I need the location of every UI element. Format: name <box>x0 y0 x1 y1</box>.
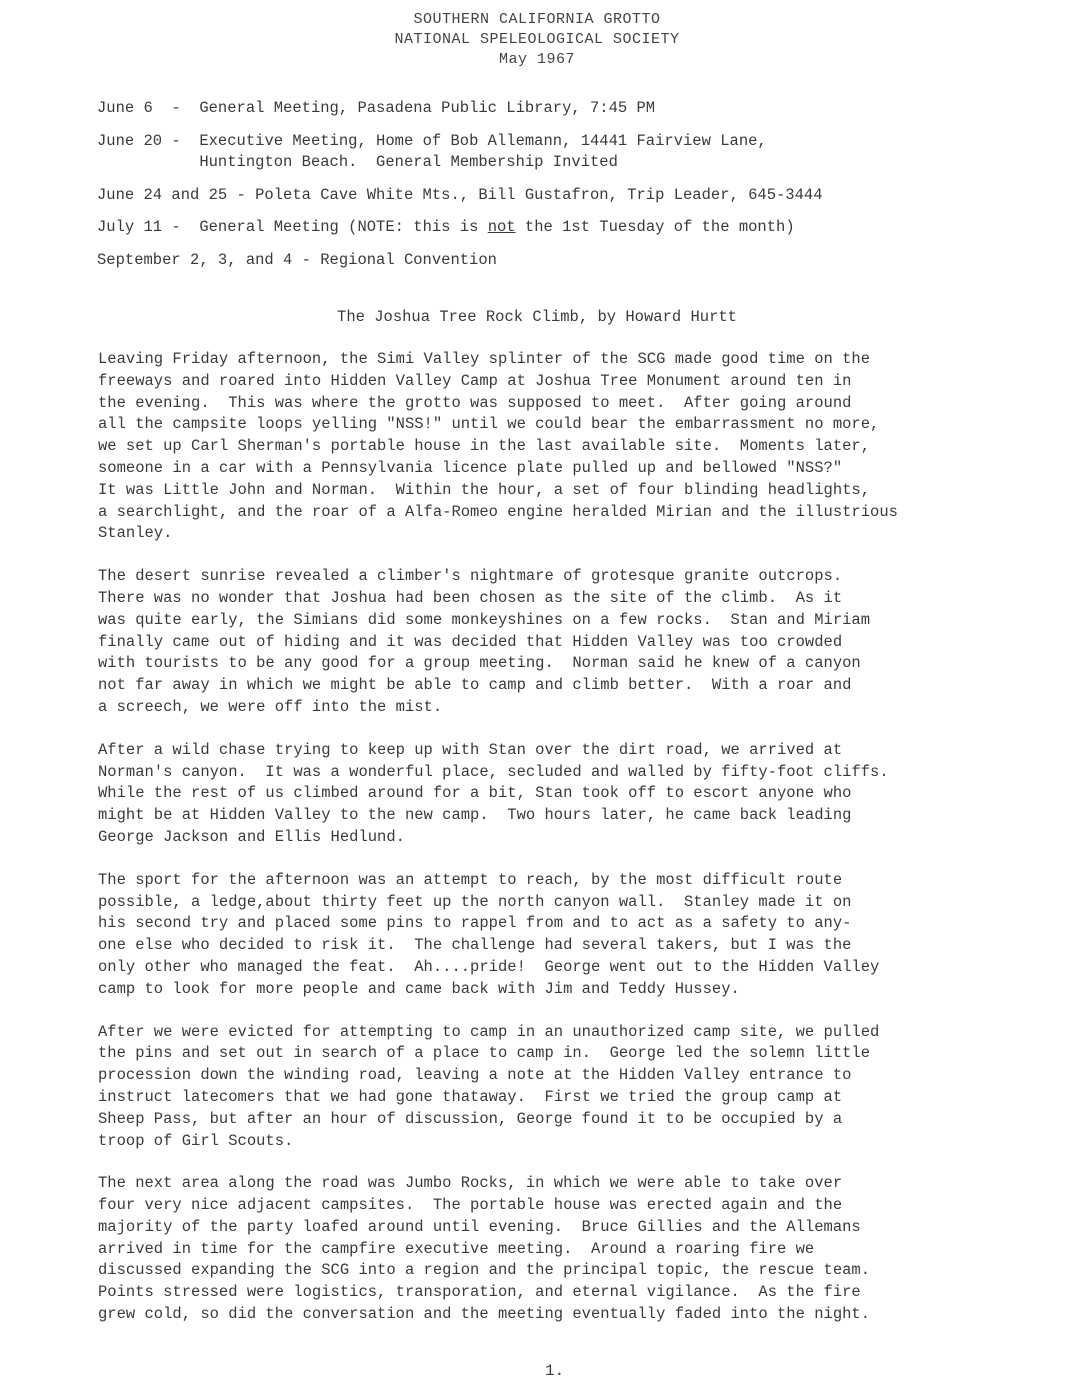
paragraph: After a wild chase trying to keep up with Stan over the dirt road, we arrived at Norman's canyon. It was a wonderful place, secluded and walled by fifty-foot cliffs. While the rest of us climbed around for a bit, Stan took off to escort anyone who might be at Hidden Valley to the new camp. Two hours later, he came back leading George Jackson and Ellis Hedlund. <box>98 740 889 846</box>
issue-date: May 1967 <box>498 51 575 68</box>
paragraph: After we were evicted for attempting to camp in an unauthorized camp site, we pulled the pins and set out in search of a place to camp in. George led the solemn little procession down the winding road, leaving a note at the Hidden Valley entrance to instruct latecomers that we had gone thataway. First we tried the group camp at Sheep Pass, but after an hour of discussion, George found it to be occupied by a troop of Girl Scouts. <box>98 1022 880 1150</box>
paragraph: The sport for the afternoon was an attempt to reach, by the most difficult route possible, a ledge,about thirty feet up the north canyon wall. Stanley made it on his second try and placed some pins to rappel from and to act as a safety to any- one else who decided to risk it. The challenge had several takers, but I was the only other who managed the feat. Ah....pride! George went out to the Hidden Valley camp to look for more people and came back with Jim and Teddy Hussey. <box>98 870 880 998</box>
schedule-text: June 24 and 25 - Poleta Cave White Mts., Bill Gustafron, Trip Leader, 645-3444 <box>97 185 823 204</box>
schedule-text-underlined: not <box>487 218 516 236</box>
schedule-text: Executive Meeting, Home of Bob Allemann, 14441 Fairview Lane, Huntington Beach. General Membership Invited <box>199 131 767 171</box>
schedule-item <box>97 217 1037 239</box>
paragraph: Leaving Friday afternoon, the Simi Valley splinter of the SCG made good time on the freeways and roared into Hidden Valley Camp at Joshua Tree Monument around ten in the evening. This was where the grotto was supposed to meet. After going around all the campsite loops yelling "NSS!" until we could bear the embarrassment no more, we set up Carl Sherman's portable house in the last available site. Moments later, someone in a car with a Pennsylvania licence plate pulled up and bellowed "NSS?" It was Little John and Norman. Within the hour, a set of four blinding headlights, a searchlight, and the roar of a Alfa-Romeo engine heralded Mirian and the illustrious Stanley. <box>98 350 898 543</box>
schedule-text: General Meeting, Pasadena Public Library, 7:45 PM <box>199 99 656 117</box>
schedule-text-after: the 1st Tuesday of the month) <box>515 218 795 236</box>
schedule-text: September 2, 3, and 4 - Regional Convention <box>97 250 497 269</box>
org-affiliation: NATIONAL SPELEOLOGICAL SOCIETY <box>394 31 680 48</box>
schedule-item <box>97 185 1037 207</box>
schedule-item <box>97 98 1037 120</box>
schedule-item <box>97 250 1037 272</box>
paragraph: The desert sunrise revealed a climber's nightmare of grotesque granite outcrops. There was no wonder that Joshua had been chosen as the site of the climb. As it was quite early, the Simians did some monkeyshines on a few rocks. Stan and Miriam finally came out of hiding and it was decided that Hidden Valley was too crowded with tourists to be any good for a group meeting. Norman said he knew of a canyon not far away in which we might be able to camp and climb better. With a roar and a screech, we were off into the mist. <box>98 567 871 716</box>
schedule-date: July 11 - <box>97 218 200 236</box>
schedule-text-before: General Meeting (NOTE: this is <box>199 218 488 236</box>
schedule-date: June 6 - <box>97 99 200 117</box>
paragraph: The next area along the road was Jumbo Rocks, in which we were able to take over four very nice adjacent campsites. The portable house was erected again and the majority of the party loafed around until evening. Bruce Gillies and the Allemans arrived in time for the campfire executive meeting. Around a roaring fire we discussed expanding the SCG into a region and the principal topic, the rescue team. Points stressed were logistics, transporation, and eternal vigilance. As the fire grew cold, so did the conversation and the meeting eventually faded into the night. <box>98 1174 871 1324</box>
article-body <box>98 349 1048 1347</box>
article-title: The Joshua Tree Rock Climb, by Howard Hurtt <box>337 308 737 326</box>
schedule-text <box>199 217 1037 239</box>
schedule-item <box>97 131 1037 174</box>
event-schedule <box>97 98 1037 282</box>
letterhead <box>0 10 1074 70</box>
schedule-date: June 20 - <box>97 131 200 150</box>
org-name: SOUTHERN CALIFORNIA GROTTO <box>413 11 661 28</box>
page-number: 1. <box>545 1362 565 1380</box>
